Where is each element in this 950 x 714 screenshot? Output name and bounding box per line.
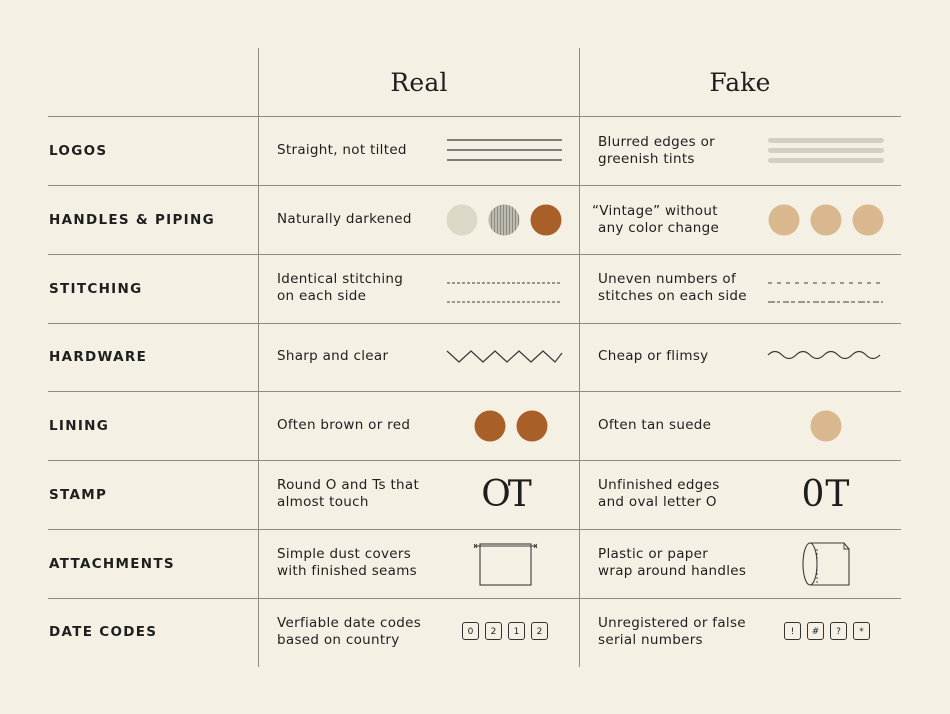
- real-description: Sharp and clear: [277, 348, 389, 364]
- row-label-stitching: STITCHING: [49, 281, 143, 297]
- fake-description: Unregistered or false serial numbers: [598, 615, 746, 648]
- row-divider: [48, 323, 901, 324]
- row-divider: [48, 460, 901, 461]
- row-label-logos: LOGOS: [49, 143, 108, 159]
- real-description: Straight, not tilted: [277, 142, 407, 158]
- row-label-attachments: ATTACHMENTS: [49, 556, 175, 572]
- even-stitch-lines-icon: [446, 280, 564, 306]
- dust-bag-icon: [472, 539, 540, 589]
- date-code-digit: 2: [531, 622, 548, 640]
- tan-circle-icon: [809, 409, 843, 443]
- column-divider: [258, 48, 259, 667]
- row-label-stamp: STAMP: [49, 487, 108, 503]
- serial-code-symbol: *: [853, 622, 870, 640]
- serial-code-symbol: ?: [830, 622, 847, 640]
- row-label-lining: LINING: [49, 418, 110, 434]
- fake-description: Blurred edges or greenish tints: [598, 134, 715, 167]
- row-divider: [48, 391, 901, 392]
- fake-description: Often tan suede: [598, 417, 712, 433]
- real-description: Naturally darkened: [277, 211, 412, 227]
- zigzag-line-icon: [446, 349, 564, 365]
- serial-code-symbol: #: [807, 622, 824, 640]
- date-code-digit: 2: [485, 622, 502, 640]
- row-divider: [48, 529, 901, 530]
- fake-description: “Vintage” without any color change: [592, 203, 720, 236]
- fake-description: Cheap or flimsy: [598, 348, 709, 364]
- uneven-stitch-lines-icon: [767, 280, 885, 306]
- real-description: Round O and Ts that almost touch: [277, 477, 420, 510]
- row-label-handles-piping: HANDLES & PIPING: [49, 212, 215, 228]
- uniform-tan-circles-icon: [767, 203, 885, 237]
- real-description: Simple dust covers with finished seams: [277, 546, 417, 579]
- date-code-digit: 0: [462, 622, 479, 640]
- color-gradient-circles-icon: [446, 203, 564, 237]
- row-label-hardware: HARDWARE: [49, 349, 148, 365]
- blurred-lines-icon: [767, 136, 885, 164]
- real-description: Often brown or red: [277, 417, 411, 433]
- header-divider: [48, 116, 901, 117]
- real-stamp-sample: OT: [481, 474, 529, 515]
- brown-circles-icon: [473, 409, 551, 443]
- row-divider: [48, 185, 901, 186]
- row-label-date-codes: DATE CODES: [49, 624, 158, 640]
- fake-stamp-sample: 0T: [801, 474, 851, 515]
- date-code-digit: 1: [508, 622, 525, 640]
- fake-description: Uneven numbers of stitches on each side: [598, 271, 747, 304]
- real-description: Identical stitching on each side: [277, 271, 404, 304]
- fake-description: Unfinished edges and oval letter O: [598, 477, 720, 510]
- straight-lines-icon: [446, 138, 563, 162]
- real-description: Verfiable date codes based on country: [277, 615, 422, 648]
- fake-description: Plastic or paper wrap around handles: [598, 546, 747, 579]
- column-divider: [579, 48, 580, 667]
- column-heading-real: Real: [390, 68, 448, 97]
- column-heading-fake: Fake: [709, 68, 771, 97]
- row-divider: [48, 254, 901, 255]
- wavy-line-icon: [767, 350, 885, 364]
- serial-code-symbol: !: [784, 622, 801, 640]
- paper-roll-icon: [800, 539, 854, 589]
- row-divider: [48, 598, 901, 599]
